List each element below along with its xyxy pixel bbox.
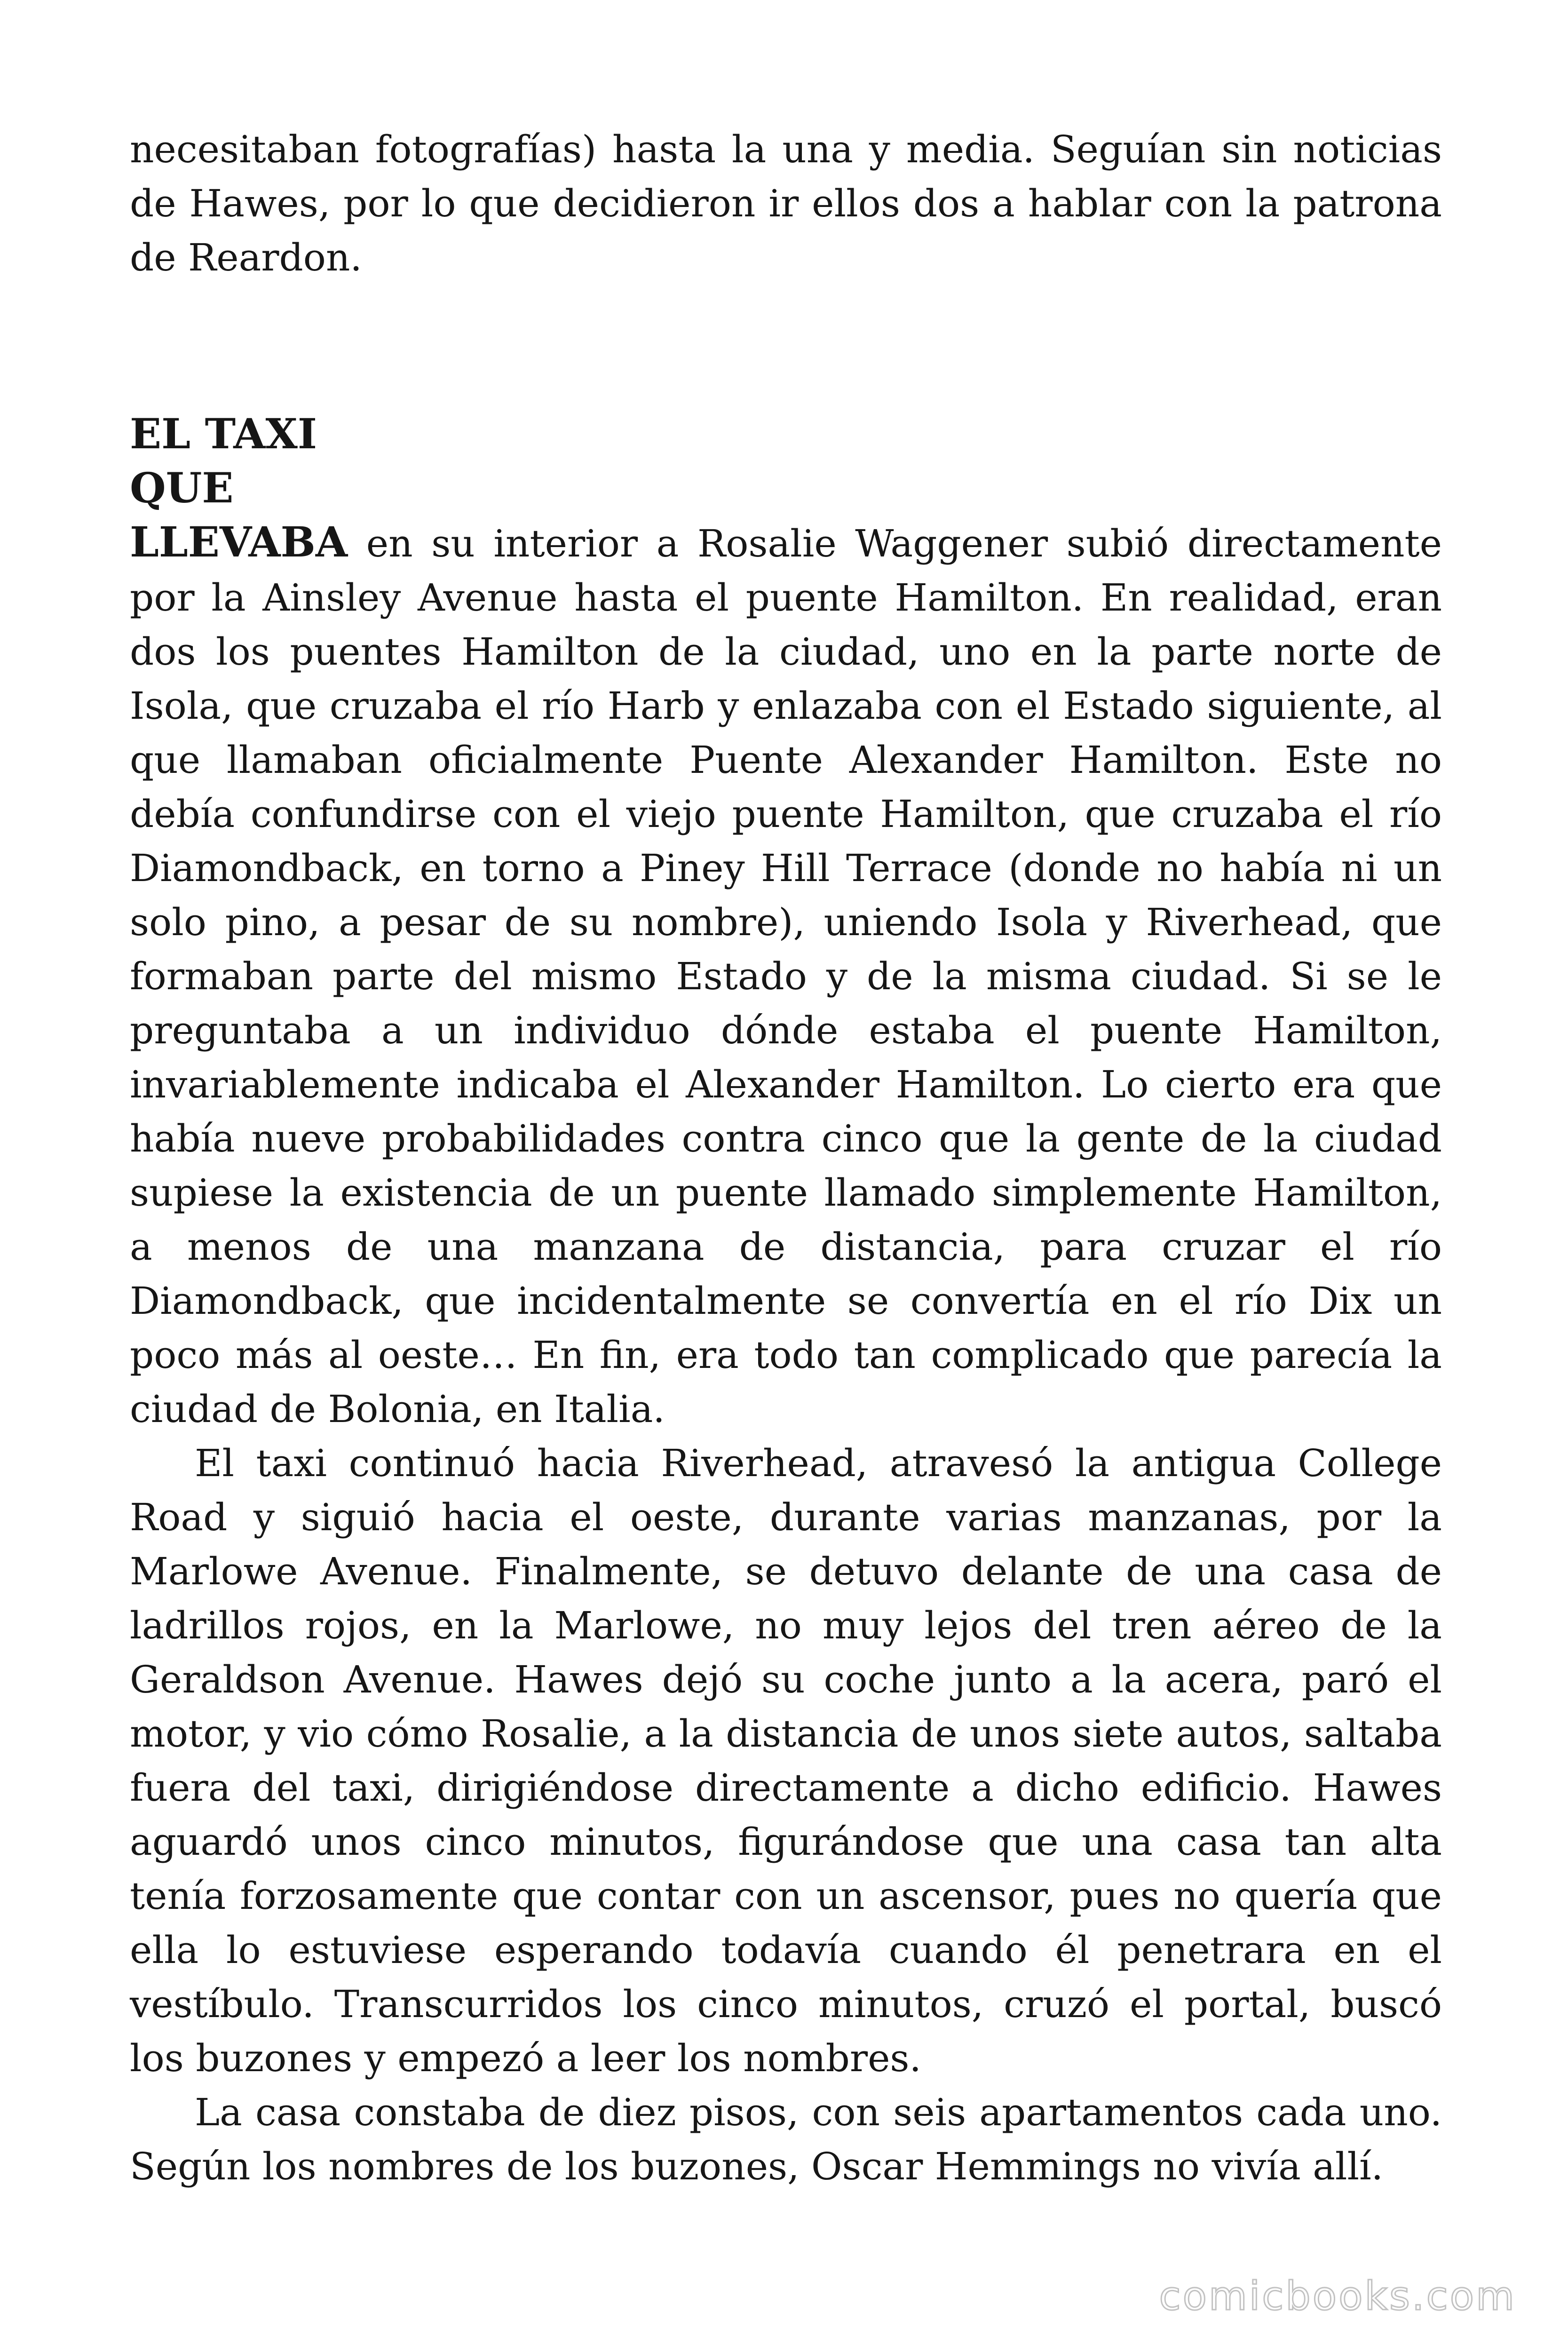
section-heading-line-3: LLEVABA [130, 517, 348, 566]
paragraph-taxi-riverhead: El taxi continuó hacia Riverhead, atravesó la antigua College Road y siguió hacia el oeste, durante varias manzanas, por la Marlowe Avenue. Finalmente, se detuvo delante de una casa de ladrillos rojos, en la Marlowe, no muy lejos del tren aéreo de la Geraldson Avenue. Hawes dejó su coche junto a la acera, paró el motor, y vio cómo Rosalie, a la distancia de unos siete autos, saltaba fuera del taxi, dirigiéndose directamente a dicho edificio. Hawes aguardó unos cinco minutos, figurándose que una casa tan alta tenía forzosamente que contar con un ascensor, pues no quería que ella lo estuviese esperando todavía cuando él penetrara en el vestíbulo. Transcurridos los cinco minutos, cruzó el portal, buscó los buzones y empezó a leer los nombres. [130, 1441, 1442, 2080]
section-first-paragraph-text: en su interior a Rosalie Waggener subió directamente por la Ainsley Avenue hasta el puente Hamilton. En realidad, eran dos los puentes Hamilton de la ciudad, uno en la parte norte de Isola, que cruzaba el río Harb y enlazaba con el Estado siguiente, al que llamaban oficialmente Puente Alexander Hamilton. Este no debía confundirse con el viejo puente Hamilton, que cruzaba el río Diamondback, en torno a Piney Hill Terrace (donde no había ni un solo pino, a pesar de su nombre), uniendo Isola y Riverhead, que formaban parte del mismo Estado y de la misma ciudad. Si se le preguntaba a un individuo dónde estaba el puente Hamilton, invariablemente indicaba el Alexander Hamilton. Lo cierto era que había nueve probabilidades contra cinco que la gente de la ciudad supiese la existencia de un puente llamado simplemente Hamilton, a menos de una manzana de distancia, para cruzar el río Diamondback, que incidentalmente se convertía en el río Dix un poco más al oeste… En fin, era todo tan complicado que parecía la ciudad de Bolonia, en Italia. [130, 522, 1442, 1431]
section-heading-line-1: EL TAXI [130, 409, 317, 458]
opening-paragraph: necesitaban fotografías) hasta la una y media. Seguían sin noticias de Hawes, por lo que decidieron ir ellos dos a hablar con la patrona de Reardon. [130, 127, 1442, 279]
section-first-paragraph [130, 407, 1442, 1436]
section-break [130, 285, 1442, 407]
paragraph-mailboxes: La casa constaba de diez pisos, con seis apartamentos cada uno. Según los nombres de los buzones, Oscar Hemmings no vivía allí. [130, 2090, 1442, 2188]
site-watermark: comicbooks.com [1159, 2273, 1516, 2319]
book-page [130, 122, 1442, 2193]
section-heading-line-2: QUE [130, 463, 234, 512]
